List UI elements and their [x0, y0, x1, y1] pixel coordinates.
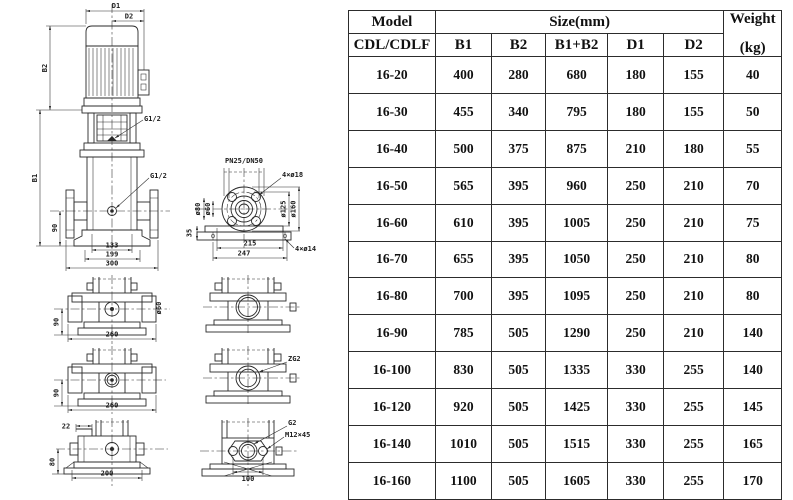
dimension-cell: 255	[663, 352, 724, 389]
dimension-cell: 255	[663, 426, 724, 463]
dimension-cell: 505	[492, 426, 545, 463]
dimension-cell: 655	[435, 241, 492, 278]
dimension-cell: 210	[663, 167, 724, 204]
col-header-b2: B2	[492, 34, 545, 57]
dimension-cell: 330	[608, 389, 664, 426]
dimension-cell: 140	[724, 352, 782, 389]
dimension-cell: 395	[492, 204, 545, 241]
dim-label-90-stage1: 90	[52, 317, 61, 327]
port-front-view-2	[203, 346, 301, 404]
dimension-cell: 375	[492, 130, 545, 167]
table-row	[349, 204, 782, 241]
dimension-cell: 170	[724, 462, 782, 499]
table-row	[349, 278, 782, 315]
thread-label-g12-coupling: G1/2	[144, 115, 161, 123]
dimension-cell: 40	[724, 57, 782, 94]
dimension-table-pane	[348, 10, 782, 490]
dimension-cell: 180	[663, 130, 724, 167]
dimension-cell: 1515	[545, 426, 608, 463]
pump-technical-drawing	[0, 0, 347, 500]
model-cell: 16-140	[349, 426, 436, 463]
dimension-cell: 210	[663, 204, 724, 241]
dim-label-dia60: ø60	[204, 202, 212, 216]
dimension-cell: 330	[608, 426, 664, 463]
dimension-cell: 610	[435, 204, 492, 241]
model-cell: 16-40	[349, 130, 436, 167]
dimension-cell: 1010	[435, 426, 492, 463]
model-cell: 16-60	[349, 204, 436, 241]
dimension-cell: 80	[724, 278, 782, 315]
col-header-d1: D1	[608, 34, 664, 57]
table-row	[349, 93, 782, 130]
dimension-cell: 50	[724, 93, 782, 130]
dimension-cell: 395	[492, 278, 545, 315]
table-row	[349, 389, 782, 426]
dimension-cell: 505	[492, 462, 545, 499]
dim-label-260-stage2: 260	[105, 401, 119, 410]
dimension-cell: 250	[608, 204, 664, 241]
dimension-cell: 55	[724, 130, 782, 167]
dimension-cell: 180	[608, 57, 664, 94]
table-row	[349, 241, 782, 278]
dimension-cell: 210	[663, 241, 724, 278]
dimension-cell: 180	[608, 93, 664, 130]
dimension-cell: 395	[492, 167, 545, 204]
dimension-cell: 250	[608, 167, 664, 204]
dimension-cell: 145	[724, 389, 782, 426]
dimension-cell: 875	[545, 130, 608, 167]
dimension-cell: 255	[663, 389, 724, 426]
thread-label-zg2: ZG2	[288, 355, 301, 363]
model-cell: 16-30	[349, 93, 436, 130]
dimension-cell: 250	[608, 278, 664, 315]
dimension-cell: 155	[663, 93, 724, 130]
bolt-callout-bottom: 4×ø14	[295, 245, 317, 253]
dim-label-d1: D1	[111, 2, 121, 10]
dimension-cell: 505	[492, 389, 545, 426]
dimension-cell: 340	[492, 93, 545, 130]
table-row	[349, 130, 782, 167]
dimension-cell: 210	[608, 130, 664, 167]
dimension-cell: 80	[724, 241, 782, 278]
thread-label-g12-port: G1/2	[150, 172, 167, 180]
weight-label: Weight	[729, 11, 776, 27]
dimension-cell: 565	[435, 167, 492, 204]
model-cell: 16-160	[349, 462, 436, 499]
dimension-cell: 1095	[545, 278, 608, 315]
thread-label-g2: G2	[288, 419, 297, 427]
table-row	[349, 315, 782, 352]
dimension-cell: 960	[545, 167, 608, 204]
table-row	[349, 57, 782, 94]
dimension-cell: 795	[545, 93, 608, 130]
dim-label-dia160: ø160	[289, 200, 298, 218]
dim-label-260-stage1: 260	[105, 330, 119, 339]
dim-label-100: 100	[241, 475, 255, 483]
drawing-canvas	[0, 0, 347, 500]
dim-label-90-stage2: 90	[52, 388, 61, 398]
col-header-b1b2: B1+B2	[545, 34, 608, 57]
dim-label-dia80: ø80	[194, 202, 202, 216]
flange-top-view	[186, 157, 317, 261]
dim-label-dia125: ø125	[279, 200, 288, 218]
table-row	[349, 462, 782, 499]
model-cell: 16-70	[349, 241, 436, 278]
stage-side-view-2	[53, 346, 167, 414]
model-cell: 16-90	[349, 315, 436, 352]
dimension-cell: 680	[545, 57, 608, 94]
dim-label-80: 80	[48, 457, 57, 467]
dimension-cell: 505	[492, 315, 545, 352]
dimension-cell: 155	[663, 57, 724, 94]
dimension-cell: 330	[608, 462, 664, 499]
dimension-cell: 505	[492, 352, 545, 389]
dim-label-b1: B1	[31, 173, 39, 183]
size-group-header: Size(mm)	[435, 11, 724, 34]
dimension-cell: 700	[435, 278, 492, 315]
weight-header	[724, 11, 782, 57]
dimension-cell: 1425	[545, 389, 608, 426]
dimension-cell: 500	[435, 130, 492, 167]
weight-unit-label: (kg)	[739, 39, 766, 56]
bolt-callout-top: 4×ø18	[282, 171, 304, 179]
col-header-b1: B1	[435, 34, 492, 57]
table-body	[349, 57, 782, 500]
model-header: Model	[349, 11, 436, 34]
table-row	[349, 167, 782, 204]
dimension-cell: 70	[724, 167, 782, 204]
dimension-cell: 1050	[545, 241, 608, 278]
dimension-cell: 250	[608, 241, 664, 278]
dimension-cell: 395	[492, 241, 545, 278]
dimension-cell: 785	[435, 315, 492, 352]
dimension-cell: 210	[663, 278, 724, 315]
dim-label-215: 215	[243, 239, 257, 248]
dimension-cell: 455	[435, 93, 492, 130]
dim-label-300: 300	[105, 259, 119, 268]
dimension-cell: 400	[435, 57, 492, 94]
model-series-header: CDL/CDLF	[349, 34, 436, 57]
header-row-2	[349, 34, 782, 57]
dim-label-dia60-stage1: ø60	[155, 301, 163, 315]
dimension-cell: 280	[492, 57, 545, 94]
front-view	[31, 2, 170, 271]
flange-spec-label: PN25/DN50	[225, 157, 263, 165]
stage-side-view-3	[49, 418, 169, 486]
dim-label-35: 35	[185, 228, 194, 238]
dimension-cell: 1290	[545, 315, 608, 352]
dimension-cell: 210	[663, 315, 724, 352]
model-cell: 16-120	[349, 389, 436, 426]
bolt-label-m12x45: M12×45	[285, 431, 311, 439]
dimension-cell: 1605	[545, 462, 608, 499]
dim-label-200: 200	[100, 469, 114, 478]
dimension-cell: 1335	[545, 352, 608, 389]
dim-label-247: 247	[237, 249, 251, 258]
model-cell: 16-100	[349, 352, 436, 389]
port-front-view-1	[203, 275, 300, 333]
dimension-table	[348, 10, 782, 500]
dim-label-90-front: 90	[51, 223, 59, 233]
port-front-view-3	[200, 418, 310, 486]
dim-label-d2: D2	[124, 12, 134, 21]
table-row	[349, 426, 782, 463]
dim-label-199: 199	[105, 250, 119, 259]
model-cell: 16-80	[349, 278, 436, 315]
col-header-d2: D2	[663, 34, 724, 57]
dimension-cell: 255	[663, 462, 724, 499]
stage-side-view-1	[53, 275, 171, 344]
dimension-cell: 165	[724, 426, 782, 463]
dimension-cell: 250	[608, 315, 664, 352]
dimension-cell: 920	[435, 389, 492, 426]
model-cell: 16-20	[349, 57, 436, 94]
dim-label-b2: B2	[41, 63, 49, 73]
dim-label-22: 22	[61, 422, 71, 431]
dimension-cell: 830	[435, 352, 492, 389]
dimension-cell: 1005	[545, 204, 608, 241]
dimension-cell: 75	[724, 204, 782, 241]
header-row-1	[349, 11, 782, 34]
dim-label-133: 133	[105, 241, 119, 250]
dimension-cell: 140	[724, 315, 782, 352]
model-cell: 16-50	[349, 167, 436, 204]
dimension-cell: 330	[608, 352, 664, 389]
dimension-cell: 1100	[435, 462, 492, 499]
table-row	[349, 352, 782, 389]
